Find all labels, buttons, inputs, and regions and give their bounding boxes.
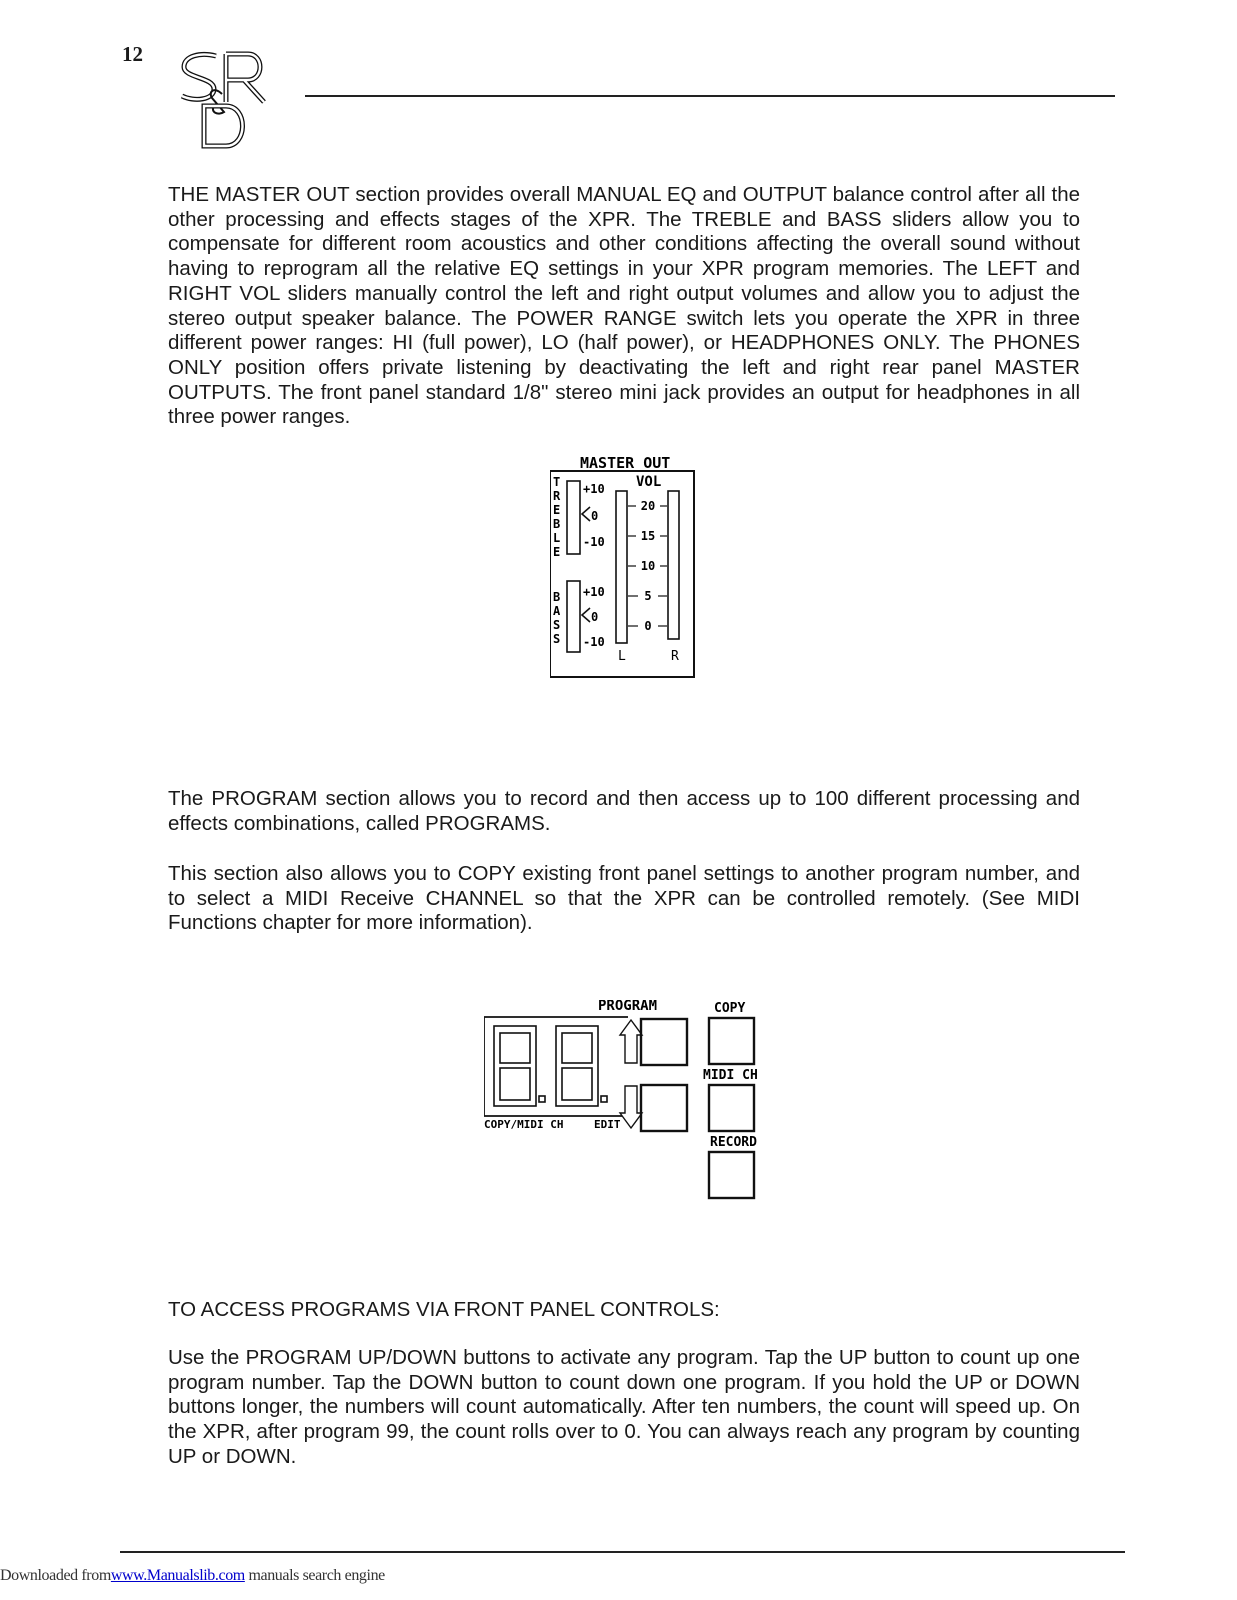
program-label: PROGRAM xyxy=(598,1000,658,1014)
vol-mark-0: 0 xyxy=(644,619,652,633)
treble-label-letter: B xyxy=(553,517,561,531)
treble-label-letter: E xyxy=(553,545,561,559)
bass-label-letter: B xyxy=(553,590,561,604)
treble-label-letter: R xyxy=(553,489,561,503)
record-button[interactable] xyxy=(709,1152,754,1198)
left-label: L xyxy=(618,649,626,664)
access-body-paragraph: Use the PROGRAM UP/DOWN buttons to activate any program. Tap the UP button to count up one program number. Tap the DOWN button to count down one program. If you hold the UP or DOWN buttons longer, the numbers will count automatically. After ten numbers, the count will speed up. On the XPR, after program 99, the count rolls over to 0. You can always reach any program by counting UP or DOWN. xyxy=(168,1346,1080,1468)
footer-rule xyxy=(120,1551,1125,1553)
treble-label-letter: T xyxy=(553,475,561,489)
down-arrow-icon xyxy=(620,1086,642,1128)
bass-mark-minus10: -10 xyxy=(583,635,605,649)
right-vol-slider xyxy=(668,491,679,639)
edit-indicator: EDIT xyxy=(594,1118,621,1131)
bass-label-letter: S xyxy=(553,632,561,646)
vol-mark-15: 15 xyxy=(640,529,656,543)
treble-mark-zero: 0 xyxy=(591,509,599,523)
access-heading: TO ACCESS PROGRAMS VIA FRONT PANEL CONTROLS: xyxy=(168,1298,720,1321)
program-diagram xyxy=(484,1000,789,1232)
copy-button[interactable] xyxy=(709,1018,754,1064)
program-down-button[interactable] xyxy=(641,1085,687,1131)
program-intro-paragraph: The PROGRAM section allows you to record and then access up to 100 different processing and effects combinations, called PROGRAMS. xyxy=(168,787,1080,835)
program-up-button[interactable] xyxy=(641,1019,687,1065)
copy-label: COPY xyxy=(714,1001,746,1016)
copy-midi-ch-indicator: COPY/MIDI CH xyxy=(484,1118,564,1131)
vol-label: VOL xyxy=(636,474,662,490)
vol-mark-10: 10 xyxy=(640,559,656,573)
download-footer xyxy=(0,1567,385,1585)
treble-label-letter: E xyxy=(553,503,561,517)
master-out-diagram xyxy=(550,455,712,690)
footer-link[interactable]: www.Manualslib.com xyxy=(110,1567,245,1584)
bass-detent-icon xyxy=(582,608,590,622)
master-out-title: MASTER OUT xyxy=(580,455,671,472)
midi-ch-button[interactable] xyxy=(709,1085,754,1131)
bass-label-letter: A xyxy=(553,604,561,618)
treble-slider xyxy=(567,481,580,554)
vol-mark-20: 20 xyxy=(640,499,656,513)
bass-mark-plus10: +10 xyxy=(583,585,605,599)
footer-suffix: manuals search engine xyxy=(244,1567,385,1584)
footer-prefix: Downloaded from xyxy=(0,1567,111,1584)
bass-mark-zero: 0 xyxy=(591,610,599,624)
program-copy-paragraph: This section also allows you to COPY existing front panel settings to another program number, and to select a MIDI Receive CHANNEL so that the XPR can be controlled remotely. (See MIDI Functions chapter for more information). xyxy=(168,862,1080,935)
digit-display xyxy=(556,1026,607,1106)
treble-mark-plus10: +10 xyxy=(583,482,605,496)
midi-ch-label: MIDI CH xyxy=(703,1068,758,1083)
header-rule xyxy=(305,95,1115,97)
left-vol-slider xyxy=(616,491,627,643)
up-arrow-icon xyxy=(620,1020,642,1063)
logo-icon xyxy=(178,50,270,150)
record-label: RECORD xyxy=(710,1135,757,1150)
treble-mark-minus10: -10 xyxy=(583,535,605,549)
digit-display xyxy=(494,1026,545,1106)
vol-mark-5: 5 xyxy=(644,589,652,603)
treble-label-letter: L xyxy=(553,531,561,545)
bass-slider xyxy=(567,581,580,652)
bass-label-letter: S xyxy=(553,618,561,632)
treble-detent-icon xyxy=(582,507,590,521)
master-out-paragraph: THE MASTER OUT section provides overall MANUAL EQ and OUTPUT balance control after all the other processing and effects stages of the XPR. The TREBLE and BASS sliders allow you to compensate for different room acoustics and other conditions affecting the overall sound without having to reprogram all the relative EQ settings in your XPR program memories. The LEFT and RIGHT VOL sliders manually control the left and right output volumes and allow you to adjust the stereo output speaker balance. The POWER RANGE switch lets you operate the XPR in three different power ranges: HI (full power), LO (half power), or HEADPHONES ONLY. The PHONES ONLY position offers private listening by deactivating the left and right rear panel MASTER OUTPUTS. The front panel standard 1/8" stereo mini jack provides an output for headphones in all three power ranges. xyxy=(168,183,1080,429)
page-number: 12 xyxy=(122,42,143,66)
right-label: R xyxy=(671,649,679,664)
